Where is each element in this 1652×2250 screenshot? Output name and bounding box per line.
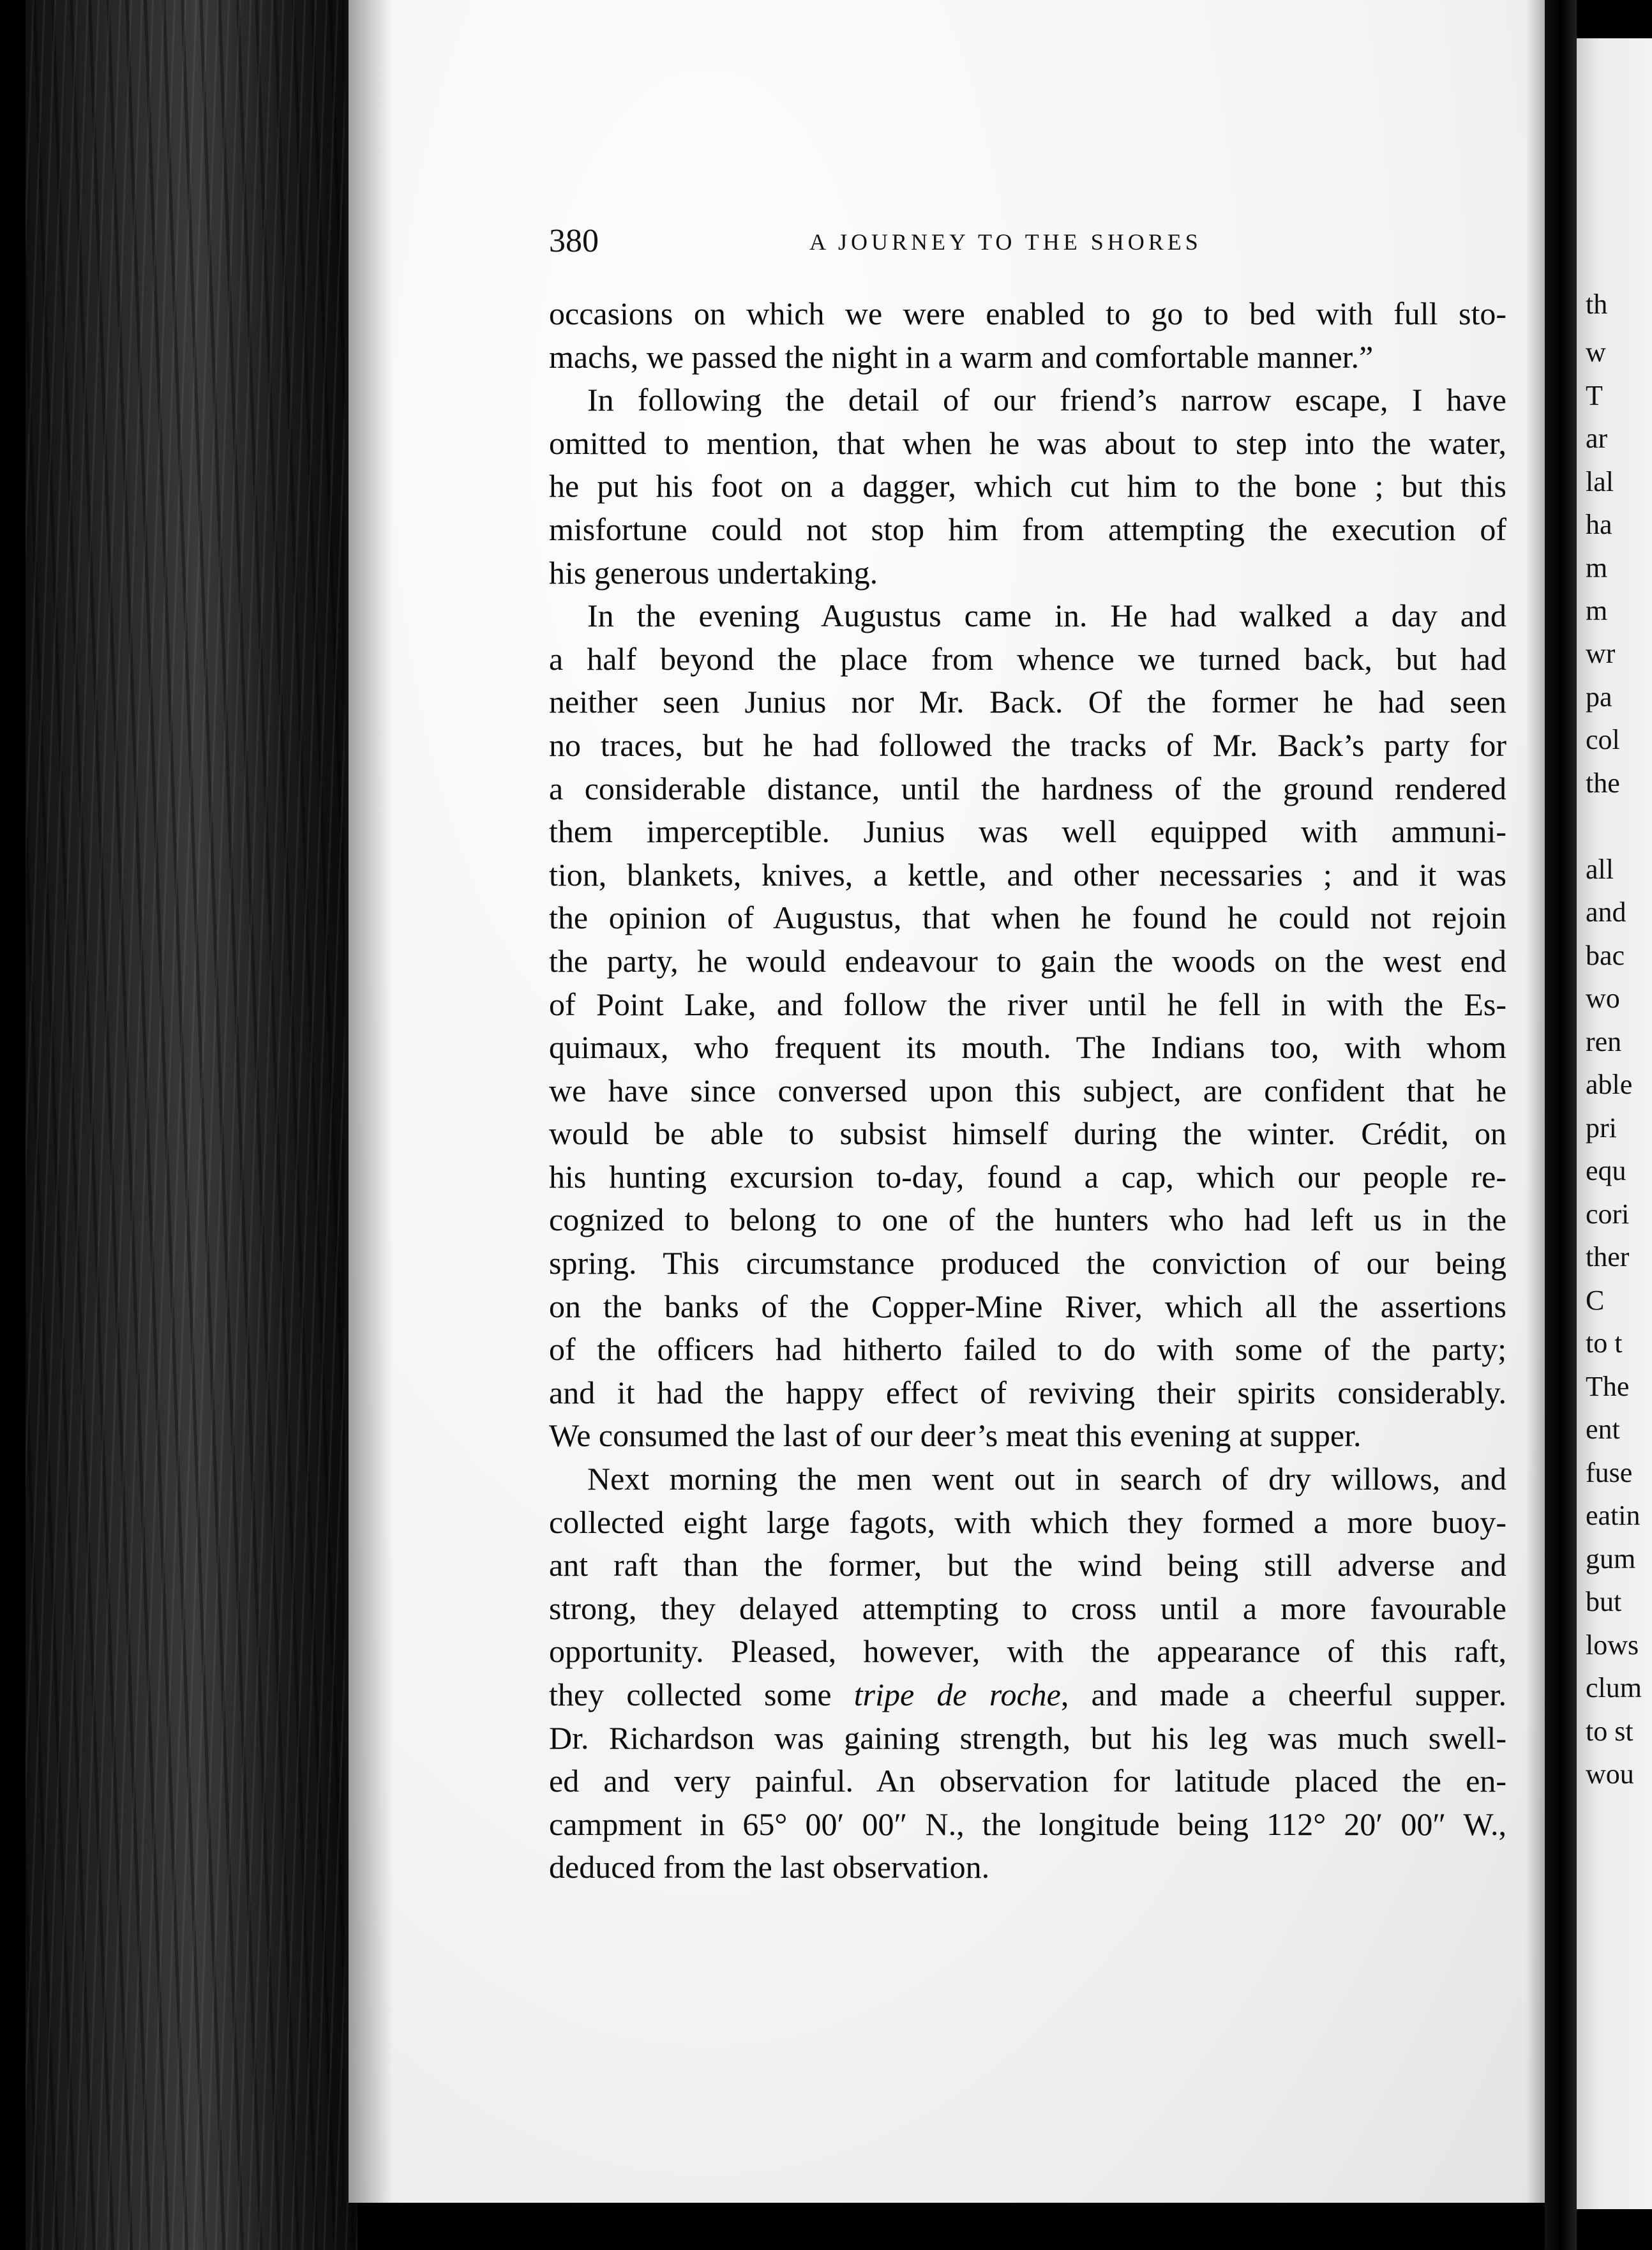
facing-page-fragment: The [1586,1371,1630,1402]
facing-page-fragment: the [1586,767,1620,799]
center-gutter [1545,0,1577,2250]
facing-page-fragment: ar [1586,423,1608,454]
facing-page-fragment: T [1586,380,1603,411]
text-line: them imperceptible. Junius was well equipped with ammuni- [549,813,1506,850]
text-line: Next morning the men went out in search of dry willows, and [587,1461,1506,1497]
facing-page-fragment: ren [1586,1026,1622,1057]
text-line: a considerable distance, until the hardness of the ground rendered [549,770,1506,806]
text-line: tion, blankets, knives, a kettle, and other necessaries ; and it was [549,856,1506,893]
facing-page-fragment: all [1586,854,1614,885]
facing-page-fragment: but [1586,1586,1622,1617]
text-line: strong, they delayed attempting to cross until a more favourable [549,1590,1506,1626]
facing-page-fragment: able [1586,1069,1633,1100]
text-line: occasions on which we were enabled to go to bed with full sto- [549,296,1506,331]
facing-page-fragment: ther [1586,1241,1630,1272]
text-line: ed and very painful. An observation for latitude placed the en- [549,1763,1506,1799]
facing-page-fragment: w [1586,336,1606,368]
text-line: a half beyond the place from whence we turned back, but had [549,640,1506,677]
facing-page-fragment: th [1586,289,1608,320]
text-line: In following the detail of our friend’s narrow escape, I have [587,382,1506,418]
facing-page-fragment: cori [1586,1198,1630,1230]
page-edge-shadow [1526,0,1545,2203]
facing-page-fragment: bac [1586,940,1625,971]
text-line: campment in 65° 00′ 00″ N., the longitude being 112° 20′ 00″ W., [549,1806,1506,1842]
italic-phrase: tripe de roche [853,1677,1061,1712]
text-line: and it had the happy effect of reviving their spirits considerably. [549,1374,1506,1410]
text-line: deduced from the last observation. [549,1849,990,1885]
facing-page-fragment: gum [1586,1543,1636,1574]
text-line: he put his foot on a dagger, which cut him to the bone ; but this [549,468,1506,504]
facing-page-fragment: to st [1586,1716,1633,1747]
text-line: Dr. Richardson was gaining strength, but his leg was much swell- [549,1719,1506,1756]
text-line: quimaux, who frequent its mouth. The Indians too, with whom [549,1029,1506,1066]
text-line [549,1673,1506,1717]
text-line: we have since conversed upon this subject, are confident that he [549,1072,1506,1108]
facing-page-fragment: ent [1586,1414,1620,1445]
facing-page-fragment: and [1586,896,1626,928]
facing-page-fragment: wr [1586,638,1616,669]
text-line: collected eight large fagots, with which they formed a more buoy- [549,1504,1506,1540]
facing-page-fragment: m [1586,552,1608,584]
text-line: opportunity. Pleased, however, with the appearance of this raft, [549,1633,1506,1670]
running-title: A JOURNEY TO THE SHORES [809,229,1202,255]
text-line: machs, we passed the night in a warm and comfortable manner.” [549,338,1374,375]
facing-page-fragment: eatin [1586,1500,1641,1531]
facing-page-fragment: fuse [1586,1457,1633,1488]
facing-page-fragment: to t [1586,1327,1623,1359]
text-line: no traces, but he had followed the tracks of Mr. Back’s party for [549,727,1506,763]
text-line: would be able to subsist himself during the winter. Crédit, on [549,1115,1506,1152]
running-head [549,222,1506,267]
facing-page-fragment: col [1586,724,1620,755]
facing-page-fragment: lal [1586,466,1614,497]
text-line: cognized to belong to one of the hunters who had left us in the [549,1202,1506,1238]
scan-edge [0,0,26,2250]
facing-page-fragment: pri [1586,1112,1617,1144]
facing-page-fragment: wou [1586,1758,1634,1790]
text-line: neither seen Junius nor Mr. Back. Of the former he had seen [549,684,1506,720]
text-line: spring. This circumstance produced the conviction of our being [549,1245,1506,1281]
body-text [549,292,1506,1889]
text-line: We consumed the last of our deer’s meat this evening at supper. [549,1417,1362,1454]
facing-page-edge [1577,38,1652,2209]
facing-page-fragment: clum [1586,1672,1642,1703]
facing-page-fragment: ha [1586,509,1612,540]
facing-page-fragment: m [1586,595,1608,626]
facing-page-fragment: wo [1586,983,1620,1014]
text-run: , and made a cheerful supper. [1060,1677,1506,1712]
text-line: misfortune could not stop him from attempting the execution of [549,511,1506,547]
page-number: 380 [549,223,599,259]
facing-page-fragment: equ [1586,1155,1626,1186]
text-line: on the banks of the Copper-Mine River, which all the assertions [549,1288,1506,1324]
text-line: In the evening Augustus came in. He had walked a day and [587,598,1506,634]
text-line: his generous undertaking. [549,554,878,591]
text-line: the opinion of Augustus, that when he found he could not rejoin [549,900,1506,936]
facing-page-fragment: lows [1586,1629,1639,1661]
page-gutter-shadow [349,0,393,2203]
text-line: of Point Lake, and follow the river until he fell in with the Es- [549,986,1506,1022]
facing-page-fragment: pa [1586,681,1612,713]
book-binding [0,0,357,2250]
text-line: the party, he would endeavour to gain the woods on the west end [549,942,1506,979]
facing-page-fragment: C [1586,1285,1605,1316]
text-run: they collected some [549,1677,854,1712]
text-line: his hunting excursion to-day, found a cap, which our people re- [549,1158,1506,1195]
text-line: ant raft than the former, but the wind being still adverse and [549,1547,1506,1583]
text-line: omitted to mention, that when he was about to step into the water, [549,425,1506,461]
text-line: of the officers had hitherto failed to do with some of the party; [549,1331,1506,1368]
